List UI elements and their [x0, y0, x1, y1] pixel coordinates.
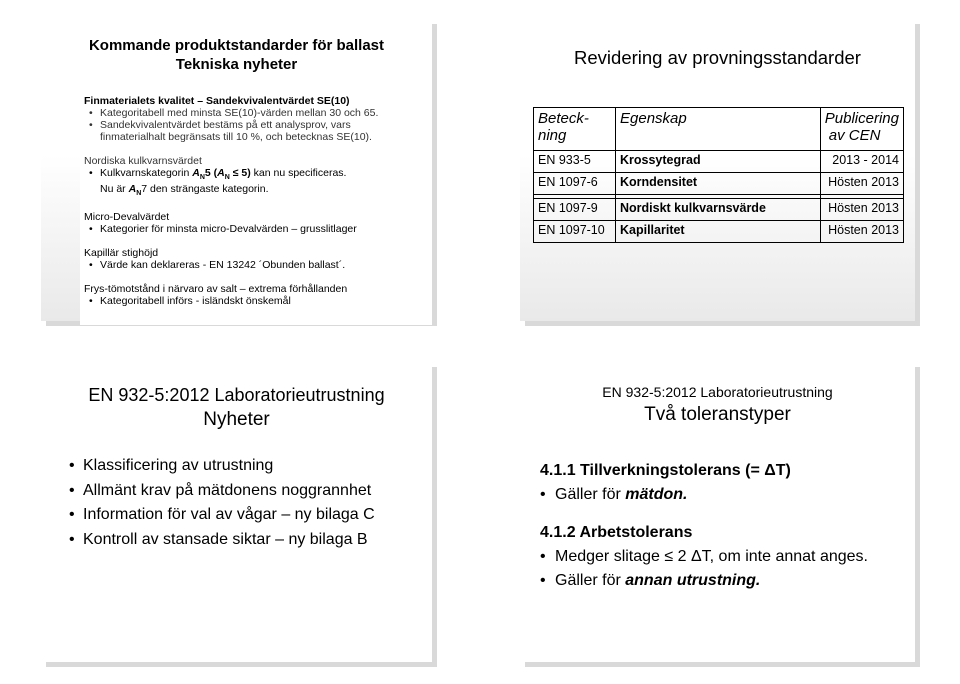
- text-span: N: [199, 174, 205, 182]
- cell-date: Hösten 2013: [820, 221, 903, 243]
- section-finmaterial: [80, 95, 432, 143]
- text-span: N: [136, 190, 142, 198]
- section-kapillar: [80, 247, 432, 271]
- bullet-item: • Kategorier för minsta micro-Devalvärden – grusslitlager: [84, 223, 432, 235]
- section-micro: [80, 211, 432, 235]
- bullet-item: [540, 569, 868, 593]
- slide-title-line2: Två toleranstyper: [644, 404, 791, 425]
- text-span: 7 den strängaste kategorin.: [141, 183, 269, 196]
- text-span: N: [224, 174, 230, 182]
- cell-code: EN 933-5: [534, 151, 616, 173]
- bullet-line: [100, 184, 432, 199]
- text-span: A: [217, 167, 225, 179]
- text-span: 5 (: [204, 167, 218, 179]
- text-span: A: [128, 183, 137, 196]
- bullet-list: [69, 454, 375, 552]
- cell-date: Hösten 2013: [820, 173, 903, 195]
- cell-property: Nordiskt kulkvarnsvärde: [616, 199, 821, 221]
- section-heading: Micro-Devalvärdet: [84, 211, 170, 224]
- slide-produktstandarder: [41, 19, 432, 321]
- table-row: [534, 173, 904, 195]
- slide-title-line2: Nyheter: [203, 409, 270, 430]
- bullet-item: • Medger slitage ≤ 2 ΔT, om inte annat anges.: [540, 545, 868, 569]
- text-span: A: [192, 167, 200, 179]
- bullet-item: [540, 483, 868, 507]
- list-item: • Information för val av vågar – ny bilaga C: [69, 503, 375, 528]
- bullet-item: [84, 119, 432, 143]
- cell-property: Kapillaritet: [616, 221, 821, 243]
- text-span: Gäller för: [555, 572, 626, 589]
- column-header-code: [534, 108, 616, 151]
- standards-table: [533, 107, 904, 243]
- emphasis-text: annan utrustning.: [625, 572, 761, 589]
- cell-date: 2013 - 2014: [820, 151, 903, 173]
- table-row: [534, 221, 904, 243]
- bullet-line: finmaterialhalt begränsats till 10 %, och betecknas SE(10).: [100, 131, 372, 143]
- bullet-item: [84, 167, 432, 199]
- section-heading: 4.1.1 Tillverkningstolerans (= ΔT): [540, 462, 791, 479]
- bullet-item: • Kategoritabell med minsta SE(10)-värden mellan 30 och 65.: [84, 107, 432, 119]
- slide-title-line1: Kommande produktstandarder för ballast: [88, 37, 385, 54]
- list-item: • Kontroll av stansade siktar – ny bilaga B: [69, 528, 375, 553]
- section-heading: Frys-tömotstånd i närvaro av salt – extrema förhållanden: [84, 283, 348, 296]
- header-line: av CEN: [828, 127, 881, 144]
- text-span: Gäller för: [555, 486, 626, 503]
- section-heading: Finmaterialets kvalitet – Sandekvivalentvärdet SE(10): [84, 95, 350, 107]
- slide-toleranstyper: [520, 362, 915, 662]
- section-nordiska: [80, 155, 432, 199]
- slide-body: [540, 459, 868, 593]
- text-span: kan nu specificeras.: [250, 167, 347, 179]
- section-heading: Kapillär stighöjd: [84, 247, 159, 260]
- cell-property: Korndensitet: [616, 173, 821, 195]
- cell-code: EN 1097-9: [534, 199, 616, 221]
- bullet-item: • Värde kan deklareras - EN 13242 ´Obunden ballast´.: [84, 259, 432, 271]
- slide-title: [41, 36, 432, 74]
- column-header-property: Egenskap: [616, 108, 821, 151]
- cell-code: EN 1097-6: [534, 173, 616, 195]
- section-heading: 4.1.2 Arbetstolerans: [540, 524, 693, 541]
- slide-title: Revidering av provningsstandarder: [574, 47, 861, 68]
- section-heading: Nordiska kulkvarnsvärdet: [84, 155, 202, 167]
- cell-code: EN 1097-10: [534, 221, 616, 243]
- section-frys: [80, 283, 432, 307]
- slide-title-line1: EN 932-5:2012 Laboratorieutrustning: [602, 384, 833, 400]
- bullet-item: • Kategoritabell införs - isländskt önskemål: [84, 295, 432, 307]
- bullet-line: • Sandekvivalentvärdet bestäms på ett analysprov, vars: [100, 119, 351, 131]
- header-line: Publicering: [824, 110, 899, 127]
- table-row: [534, 151, 904, 173]
- cell-property: Krossytegrad: [616, 151, 821, 173]
- text-span: ≤ 5): [229, 167, 251, 179]
- cell-date: Hösten 2013: [820, 199, 903, 221]
- slide-laboratorieutrustning-nyheter: [41, 362, 432, 662]
- table-row: [534, 199, 904, 221]
- slide-provningsstandarder: [520, 19, 915, 321]
- slide-content: [80, 89, 432, 325]
- emphasis-text: mätdon.: [625, 486, 688, 503]
- header-line: ning: [538, 127, 567, 144]
- text-span: Nu är: [100, 183, 129, 196]
- slide-title-line2: Tekniska nyheter: [175, 56, 298, 73]
- column-header-publication: [820, 108, 903, 151]
- list-item: • Klassificering av utrustning: [69, 454, 375, 479]
- slide-title-line1: EN 932-5:2012 Laboratorieutrustning: [88, 385, 385, 405]
- text-span: Kulkvarnskategorin: [100, 167, 193, 179]
- table-header-row: [534, 108, 904, 151]
- header-line: Beteck-: [538, 110, 589, 127]
- list-item: • Allmänt krav på mätdonens noggrannhet: [69, 479, 375, 504]
